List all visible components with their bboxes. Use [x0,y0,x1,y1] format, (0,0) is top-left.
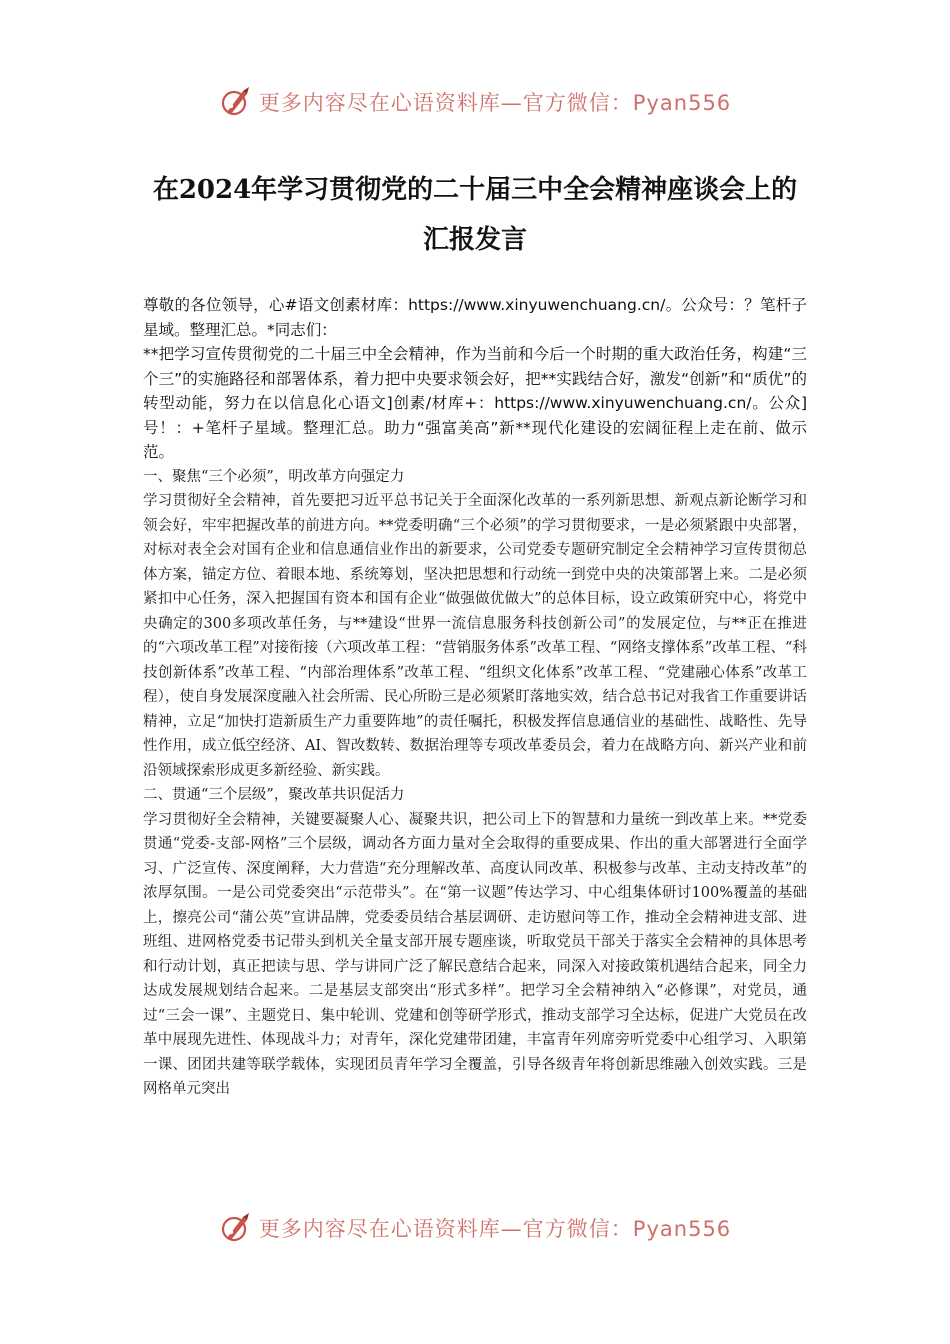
intro-paragraph: **把学习宣传贯彻党的二十届三中全会精神，作为当前和今后一个时期的重大政治任务，构建“三个三”的实施路径和部署体系，着力把中央要求领会好，把**实践结合好，激发“创新”和“质优”的转型动能，努力在以信息化心语文]创素/材库+：https://www.xinyuwenchuang.cn/。公众]号！：+笔杆子星域。整理汇总。助力“强富美高”新**现代化建设的宏阔征程上走在前、做示范。 [143,345,807,461]
watermark-text: 更多内容尽在心语资料库—官方微信：Pyan556 [258,91,732,115]
document-title: 在2024年学习贯彻党的二十届三中全会精神座谈会上的汇报发言 [152,175,798,256]
document-body [143,293,807,1102]
pen-quill-circle-icon [219,1211,253,1245]
section-heading-1: 一、聚焦“三个必须”，明改革方向强定力 [143,468,405,485]
watermark-banner-bottom [0,1206,950,1250]
watermark-banner-top [0,80,950,124]
section-paragraph-2: 学习贯彻好全会精神，关键要凝聚人心、凝聚共识，把公司上下的智慧和力量统一到改革上来。**党委贯通“党委-支部-网格”三个层级，调动各方面力量对全会取得的重要成果、作出的重大部署进行全面学习、广泛宣传、深度阐释，大力营造“充分理解改革、高度认同改革、积极参与改革、主动支持改革”的浓厚氛围。一是公司党委突出“示范带头”。在“第一议题”传达学习、中心组集体研讨100%覆盖的基础上，擦亮公司“蒲公英”宣讲品牌，党委委员结合基层调研、走访慰问等工作，推动全会精神进支部、进班组、进网格党委书记带头到机关全量支部开展专题座谈，听取党员干部关于落实全会精神的具体思考和行动计划，真正把读与思、学与讲同广泛了解民意结合起来，同深入对接政策机遇结合起来，同全力达成发展规划结合起来。二是基层支部突出“形式多样”。把学习全会精神纳入“必修课”，对党员，通过“三会一课”、主题党日、集中轮训、党建和创等研学形式，推动支部学习全达标，促进广大党员在改革中展现先进性、体现战斗力；对青年，深化党建带团建，丰富青年列席旁听党委中心组学习、入职第一课、团团共建等联学载体，实现团员青年学习全覆盖，引导各级青年将创新思维融入创效实践。三是网格单元突出 [143,811,807,1097]
intro-salutation: 尊敬的各位领导，心#语文创素材库：https://www.xinyuwenchuang.cn/。公众号：？笔杆子星域。整理汇总。*同志们： [143,296,807,339]
section-heading-2: 二、贯通“三个层级”，聚改革共识促活力 [143,787,405,803]
pen-quill-circle-icon [219,85,253,119]
watermark-text: 更多内容尽在心语资料库—官方微信：Pyan556 [258,1217,732,1241]
section-paragraph-1: 学习贯彻好全会精神，首先要把习近平总书记关于全面深化改革的一系列新思想、新观点新论断学习和领会好，牢牢把握改革的前进方向。**党委明确“三个必须”的学习贯彻要求，一是必须紧跟中央部署，对标对表全会对国有企业和信息通信业作出的新要求，公司党委专题研究制定全会精神学习宣传贯彻总体方案，锚定方位、着眼本地、系统筹划，坚决把思想和行动统一到党中央的决策部署上来。二是必须紧扣中心任务，深入把握国有资本和国有企业“做强做优做大”的总体目标，设立政策研究中心，将党中央确定的300多项改革任务，与**建设“世界一流信息服务科技创新公司”的发展定位，与**正在推进的“六项改革工程”对接衔接（六项改革工程：“营销服务体系”改革工程、“网络支撑体系”改革工程、“科技创新体系”改革工程、“内部治理体系”改革工程、“组织文化体系”改革工程、“党建融心体系”改革工程），使自身发展深度融入社会所需、民心所盼三是必须紧盯落地实效，结合总书记对我省工作重要讲话精神，立足“加快打造新质生产力重要阵地”的责任嘱托，积极发挥信息通信业的基础性、战略性、先导性作用，成立低空经济、AI、智改数转、数据治理等专项改革委员会，着力在战略方向、新兴产业和前沿领域探索形成更多新经验、新实践。 [143,493,807,779]
